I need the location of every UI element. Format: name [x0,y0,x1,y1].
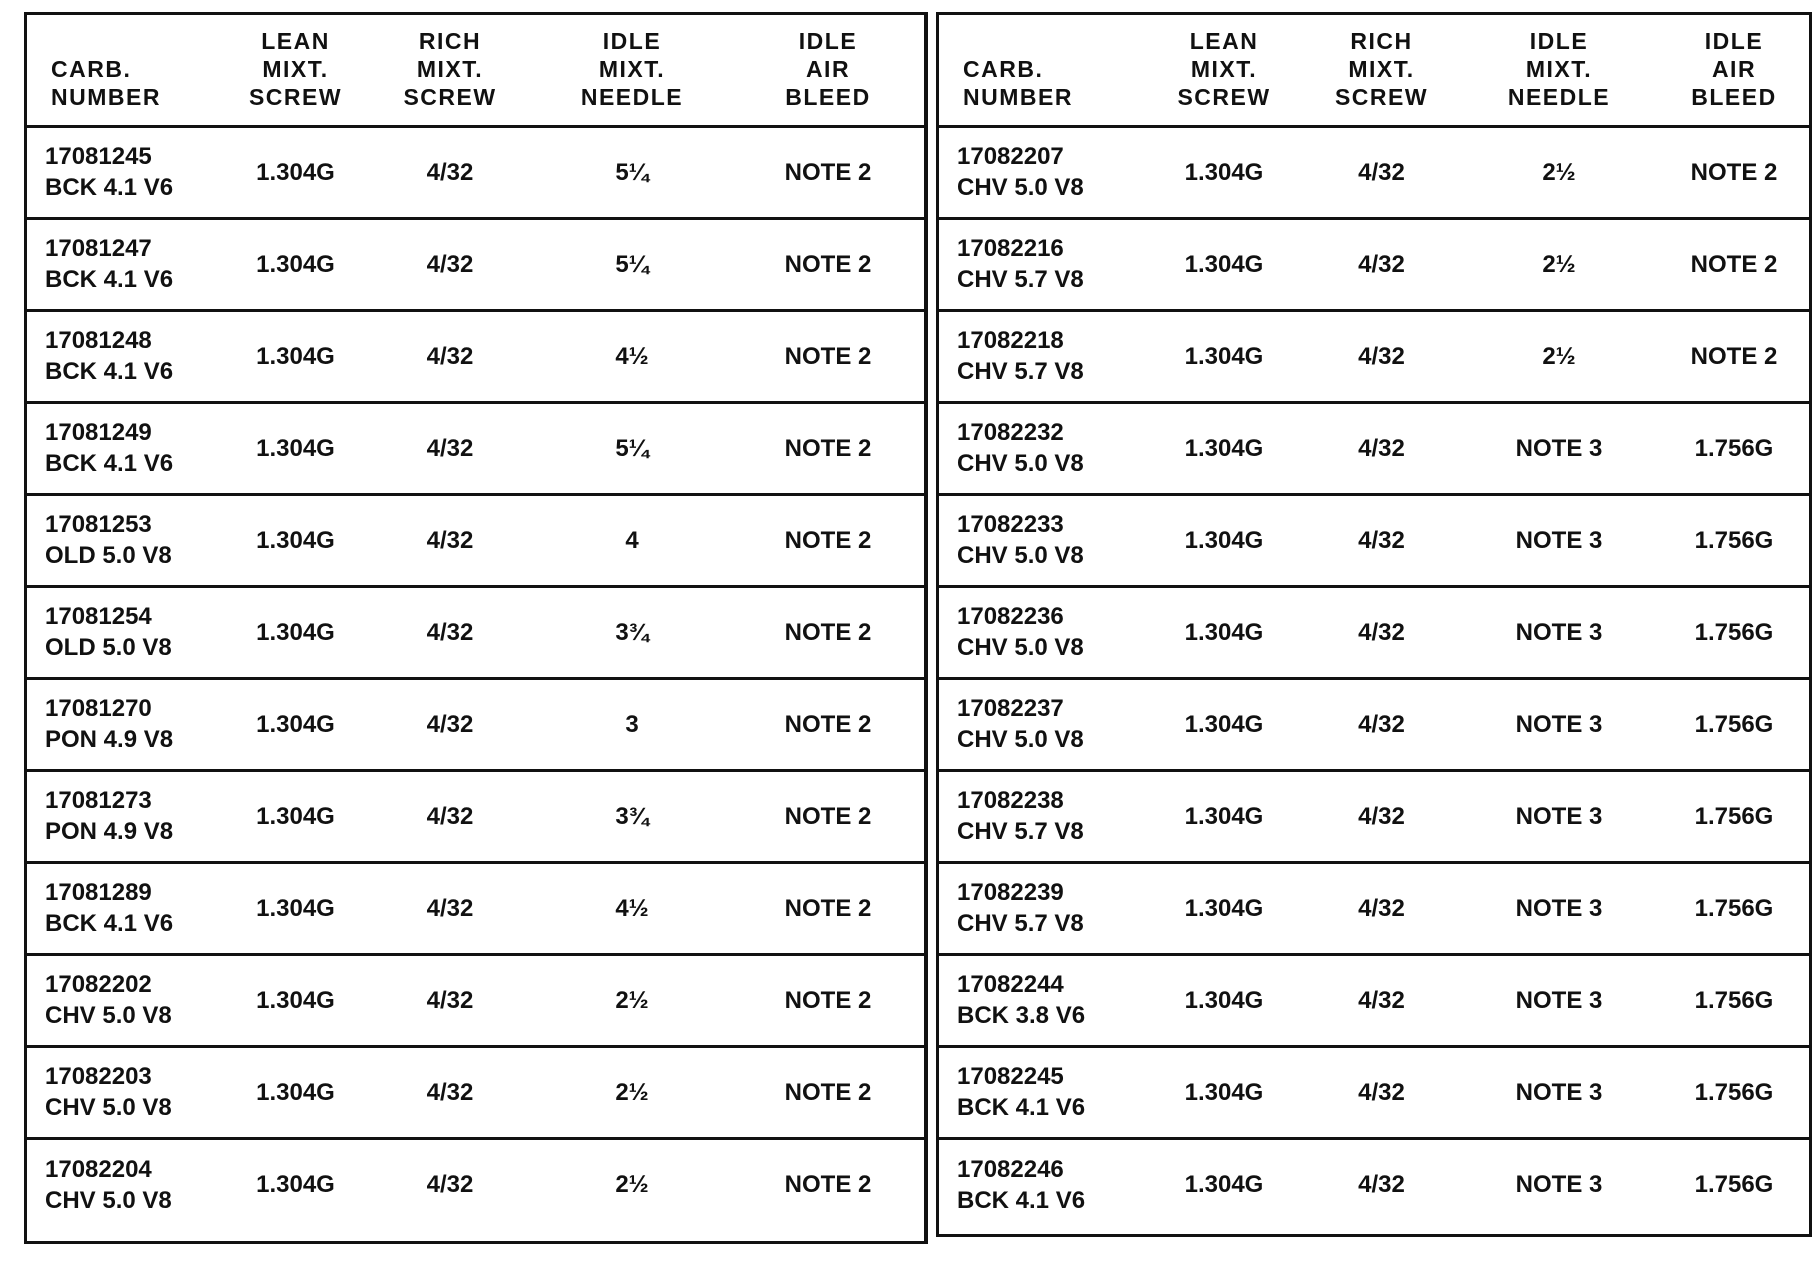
carb-number: 17081270 [45,695,152,722]
lean-mixt-screw-cell: 1.304G [223,310,368,402]
carb-number-cell [939,586,1144,678]
idle-mixt-needle-cell: 3 [532,678,732,770]
carb-number: 17082218 [957,327,1064,354]
idle-air-bleed-cell: NOTE 2 [732,218,924,310]
engine-code: BCK 4.1 V6 [45,910,174,937]
lean-mixt-screw-cell: 1.304G [1144,310,1304,402]
rich-mixt-screw-cell: 4/32 [368,402,532,494]
carb-number-cell [939,1046,1144,1138]
engine-code: CHV 5.7 V8 [957,818,1084,845]
rich-mixt-screw-cell: 4/32 [1304,310,1459,402]
idle-mixt-needle-cell: NOTE 3 [1459,586,1659,678]
carb-number-cell [939,862,1144,954]
engine-code: BCK 4.1 V6 [45,450,174,477]
rich-mixt-screw-cell: 4/32 [368,310,532,402]
header-rich-mixt-screw: RICH MIXT. SCREW [1334,27,1429,110]
table-row [939,586,1809,678]
idle-air-bleed-cell: NOTE 2 [732,402,924,494]
idle-mixt-needle-cell: NOTE 3 [1459,494,1659,586]
idle-air-bleed-cell: NOTE 2 [732,862,924,954]
idle-mixt-needle-cell: NOTE 3 [1459,862,1659,954]
idle-air-bleed-cell: 1.756G [1659,1138,1809,1230]
table-row [27,954,924,1046]
carb-number-cell [939,218,1144,310]
idle-air-bleed-cell: 1.756G [1659,862,1809,954]
rich-mixt-screw-cell: 4/32 [368,126,532,218]
table-row [939,1046,1809,1138]
lean-mixt-screw-cell: 1.304G [1144,770,1304,862]
carb-number: 17082236 [957,603,1064,630]
rich-mixt-screw-cell: 4/32 [1304,862,1459,954]
engine-code: CHV 5.0 V8 [957,174,1084,201]
engine-code: CHV 5.0 V8 [45,1186,172,1214]
table-row [27,586,924,678]
table-row [939,1138,1809,1230]
lean-mixt-screw-cell: 1.304G [223,126,368,218]
lean-mixt-screw-cell: 1.304G [1144,218,1304,310]
table-row [939,954,1809,1046]
carb-number-cell [27,126,223,218]
rich-mixt-screw-cell: 4/32 [1304,402,1459,494]
rich-mixt-screw-cell: 4/32 [368,770,532,862]
rich-mixt-screw-cell: 4/32 [368,1138,532,1230]
rich-mixt-screw-cell: 4/32 [1304,218,1459,310]
table-row [939,770,1809,862]
idle-air-bleed-cell: 1.756G [1659,586,1809,678]
carb-number-cell [27,678,223,770]
idle-air-bleed-cell: 1.756G [1659,770,1809,862]
idle-mixt-needle-cell: NOTE 3 [1459,770,1659,862]
carb-number: 17082239 [957,879,1064,906]
rich-mixt-screw-cell: 4/32 [368,678,532,770]
carb-number: 17082203 [45,1063,152,1090]
lean-mixt-screw-cell: 1.304G [1144,494,1304,586]
table-row [27,862,924,954]
idle-air-bleed-cell: NOTE 2 [732,678,924,770]
engine-code: OLD 5.0 V8 [45,634,172,661]
table-row [939,126,1809,218]
engine-code: CHV 5.0 V8 [957,726,1084,753]
idle-air-bleed-cell: NOTE 2 [732,126,924,218]
left-table-body [27,126,924,1230]
carb-number: 17082238 [957,787,1064,814]
idle-mixt-needle-cell: 4 [532,494,732,586]
table-row [939,218,1809,310]
carb-number-cell [27,402,223,494]
right-table-body [939,126,1809,1230]
carb-number-cell [939,770,1144,862]
lean-mixt-screw-cell: 1.304G [1144,402,1304,494]
rich-mixt-screw-cell: 4/32 [1304,954,1459,1046]
table-row [27,678,924,770]
carb-number: 17081245 [45,143,152,170]
carb-number-cell [27,586,223,678]
idle-mixt-needle-cell: NOTE 3 [1459,1046,1659,1138]
engine-code: BCK 3.8 V6 [957,1002,1086,1029]
lean-mixt-screw-cell: 1.304G [223,218,368,310]
engine-code: BCK 4.1 V6 [45,266,174,293]
carb-number-cell [27,1138,223,1230]
engine-code: OLD 5.0 V8 [45,542,172,569]
idle-mixt-needle-cell: 4½ [532,310,732,402]
header-rich-mixt-screw: RICH MIXT. SCREW [403,27,497,110]
engine-code: CHV 5.0 V8 [957,450,1084,477]
header-row [27,15,924,126]
carb-number-cell [939,402,1144,494]
carb-number-cell [27,770,223,862]
header-row [939,15,1809,126]
carb-number: 17082244 [957,971,1064,998]
lean-mixt-screw-cell: 1.304G [1144,1138,1304,1230]
header-carb-number: CARB. NUMBER [51,55,161,110]
carb-number: 17081249 [45,419,152,446]
idle-air-bleed-cell: NOTE 2 [1659,218,1809,310]
lean-mixt-screw-cell: 1.304G [1144,586,1304,678]
idle-air-bleed-cell: NOTE 2 [1659,126,1809,218]
header-lean-mixt-screw: LEAN MIXT. SCREW [1177,27,1271,110]
carb-number: 17081289 [45,879,152,906]
engine-code: CHV 5.7 V8 [957,266,1084,293]
lean-mixt-screw-cell: 1.304G [223,954,368,1046]
engine-code: CHV 5.7 V8 [957,358,1084,385]
table-row [27,402,924,494]
idle-mixt-needle-cell: 2½ [532,1138,732,1230]
header-idle-air-bleed: IDLE AIR BLEED [1691,27,1777,110]
idle-mixt-needle-cell: 3¾ [532,770,732,862]
left-spec-table [24,12,928,1244]
idle-mixt-needle-cell: 3¾ [532,586,732,678]
rich-mixt-screw-cell: 4/32 [368,218,532,310]
lean-mixt-screw-cell: 1.304G [1144,126,1304,218]
header-carb-number: CARB. NUMBER [963,55,1073,110]
carb-number: 17081247 [45,235,152,262]
carb-number-cell [27,954,223,1046]
carb-number: 17081248 [45,327,152,354]
idle-air-bleed-cell: 1.756G [1659,494,1809,586]
right-spec-table [936,12,1812,1237]
idle-mixt-needle-cell: 2½ [532,1046,732,1138]
rich-mixt-screw-cell: 4/32 [368,862,532,954]
table-row [27,1046,924,1138]
lean-mixt-screw-cell: 1.304G [1144,678,1304,770]
carb-number: 17081254 [45,603,152,630]
lean-mixt-screw-cell: 1.304G [223,1046,368,1138]
engine-code: PON 4.9 V8 [45,726,174,753]
idle-air-bleed-cell: NOTE 2 [732,310,924,402]
idle-mixt-needle-cell: 2½ [1459,218,1659,310]
table-row [27,494,924,586]
idle-air-bleed-cell: NOTE 2 [732,494,924,586]
rich-mixt-screw-cell: 4/32 [1304,126,1459,218]
carb-number-cell [939,954,1144,1046]
rich-mixt-screw-cell: 4/32 [1304,1046,1459,1138]
carb-number: 17081273 [45,787,152,814]
idle-mixt-needle-cell: 2½ [532,954,732,1046]
carb-number-cell [939,678,1144,770]
table-row [939,494,1809,586]
lean-mixt-screw-cell: 1.304G [1144,954,1304,1046]
table-row [939,862,1809,954]
carb-number: 17082246 [957,1155,1064,1183]
idle-mixt-needle-cell: 2½ [1459,126,1659,218]
carb-number: 17082233 [957,511,1064,538]
right-table [939,15,1809,1230]
carb-number-cell [27,1046,223,1138]
rich-mixt-screw-cell: 4/32 [368,586,532,678]
idle-mixt-needle-cell: NOTE 3 [1459,402,1659,494]
carb-number-cell [939,1138,1144,1230]
idle-air-bleed-cell: 1.756G [1659,402,1809,494]
idle-air-bleed-cell: NOTE 2 [732,1138,924,1230]
lean-mixt-screw-cell: 1.304G [223,770,368,862]
carb-number: 17082245 [957,1063,1064,1090]
rich-mixt-screw-cell: 4/32 [1304,586,1459,678]
idle-air-bleed-cell: 1.756G [1659,1046,1809,1138]
carb-number: 17082216 [957,235,1064,262]
lean-mixt-screw-cell: 1.304G [1144,1046,1304,1138]
lean-mixt-screw-cell: 1.304G [223,402,368,494]
carb-number: 17082232 [957,419,1064,446]
carb-number: 17082237 [957,695,1064,722]
rich-mixt-screw-cell: 4/32 [368,1046,532,1138]
engine-code: PON 4.9 V8 [45,818,174,845]
lean-mixt-screw-cell: 1.304G [223,862,368,954]
rich-mixt-screw-cell: 4/32 [368,494,532,586]
engine-code: CHV 5.0 V8 [957,542,1084,569]
engine-code: CHV 5.0 V8 [957,634,1084,661]
carb-number: 17082207 [957,143,1064,170]
rich-mixt-screw-cell: 4/32 [368,954,532,1046]
idle-air-bleed-cell: NOTE 2 [732,770,924,862]
engine-code: CHV 5.7 V8 [957,910,1084,937]
carb-number: 17082202 [45,971,152,998]
carb-number: 17081253 [45,511,152,538]
header-idle-mixt-needle: IDLE MIXT. NEEDLE [580,27,684,110]
idle-mixt-needle-cell: NOTE 3 [1459,678,1659,770]
table-row [939,678,1809,770]
header-idle-mixt-needle: IDLE MIXT. NEEDLE [1507,27,1611,110]
carb-number-cell [27,218,223,310]
rich-mixt-screw-cell: 4/32 [1304,1138,1459,1230]
idle-mixt-needle-cell: NOTE 3 [1459,954,1659,1046]
carb-number-cell [939,126,1144,218]
lean-mixt-screw-cell: 1.304G [1144,862,1304,954]
table-row [27,770,924,862]
table-row [27,218,924,310]
carb-number-cell [939,310,1144,402]
idle-air-bleed-cell: NOTE 2 [732,586,924,678]
lean-mixt-screw-cell: 1.304G [223,1138,368,1230]
carb-number-cell [27,494,223,586]
engine-code: BCK 4.1 V6 [45,358,174,385]
lean-mixt-screw-cell: 1.304G [223,494,368,586]
rich-mixt-screw-cell: 4/32 [1304,494,1459,586]
idle-mixt-needle-cell: 5¼ [532,402,732,494]
engine-code: CHV 5.0 V8 [45,1094,172,1121]
table-row [27,126,924,218]
idle-air-bleed-cell: NOTE 2 [732,954,924,1046]
table-row [939,310,1809,402]
carb-number-cell [939,494,1144,586]
rich-mixt-screw-cell: 4/32 [1304,770,1459,862]
lean-mixt-screw-cell: 1.304G [223,678,368,770]
header-idle-air-bleed: IDLE AIR BLEED [785,27,871,110]
idle-air-bleed-cell: 1.756G [1659,678,1809,770]
idle-mixt-needle-cell: 2½ [1459,310,1659,402]
rich-mixt-screw-cell: 4/32 [1304,678,1459,770]
table-row [27,1138,924,1230]
carb-number-cell [27,862,223,954]
carb-number: 17082204 [45,1155,152,1183]
engine-code: CHV 5.0 V8 [45,1002,172,1029]
carb-number-cell [27,310,223,402]
engine-code: BCK 4.1 V6 [45,174,174,201]
idle-air-bleed-cell: 1.756G [1659,954,1809,1046]
idle-mixt-needle-cell: 5¼ [532,218,732,310]
left-table [27,15,924,1230]
engine-code: BCK 4.1 V6 [957,1094,1086,1121]
table-row [27,310,924,402]
lean-mixt-screw-cell: 1.304G [223,586,368,678]
header-lean-mixt-screw: LEAN MIXT. SCREW [248,27,343,110]
engine-code: BCK 4.1 V6 [957,1186,1086,1214]
idle-mixt-needle-cell: NOTE 3 [1459,1138,1659,1230]
idle-air-bleed-cell: NOTE 2 [732,1046,924,1138]
idle-mixt-needle-cell: 5¼ [532,126,732,218]
idle-air-bleed-cell: NOTE 2 [1659,310,1809,402]
idle-mixt-needle-cell: 4½ [532,862,732,954]
table-row [939,402,1809,494]
